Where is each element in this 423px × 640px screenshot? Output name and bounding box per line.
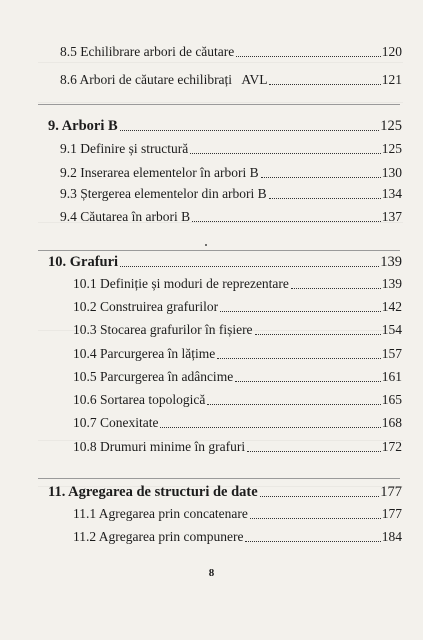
toc-entry-label: 9.2 Inserarea elementelor în arbori B <box>60 165 259 180</box>
toc-entry-label: 9.1 Definire și structură <box>60 141 189 156</box>
toc-entry <box>60 141 402 157</box>
section-divider <box>38 250 400 251</box>
toc-chapter-page: 177 <box>380 484 402 500</box>
toc-entry-page: 134 <box>381 186 402 201</box>
toc-entry-label: 8.6 Arbori de căutare echilibrați AVL <box>60 72 268 87</box>
toc-leader-dots <box>190 153 381 154</box>
toc-entry-label: 10.3 Stocarea grafurilor în fișiere <box>73 322 253 337</box>
print-speck <box>205 244 207 246</box>
toc-entry <box>73 392 402 408</box>
toc-entry-page: 142 <box>381 299 402 314</box>
toc-entry-label: 9.3 Ștergerea elementelor din arbori B <box>60 186 267 201</box>
toc-entry <box>73 439 402 455</box>
toc-leader-dots <box>260 496 380 497</box>
toc-entry <box>73 299 402 315</box>
toc-entry <box>60 186 402 202</box>
toc-entry <box>73 276 402 292</box>
toc-entry-label: 11.2 Agregarea prin compunere <box>73 529 244 544</box>
toc-leader-dots <box>255 334 381 335</box>
toc-entry <box>60 209 402 225</box>
toc-entry <box>73 346 402 362</box>
toc-chapter-label: 9. Arbori B <box>48 118 118 134</box>
toc-chapter-label: 10. Grafuri <box>48 254 119 270</box>
toc-entry-label: 9.4 Căutarea în arbori B <box>60 209 191 224</box>
toc-entry-label: 10.6 Sortarea topologică <box>73 392 206 407</box>
toc-entry-page: 120 <box>381 44 402 59</box>
toc-leader-dots <box>217 358 381 359</box>
toc-entry-label: 11.1 Agregarea prin concatenare <box>73 506 248 521</box>
toc-chapter-10 <box>48 254 402 270</box>
toc-entry-page: 165 <box>381 392 402 407</box>
toc-entry <box>73 529 402 545</box>
toc-leader-dots <box>207 404 380 405</box>
toc-entry-page: 184 <box>381 529 402 544</box>
toc-leader-dots <box>192 221 381 222</box>
toc-entry-label: 10.7 Conexitate <box>73 415 159 430</box>
toc-leader-dots <box>245 541 380 542</box>
toc-entry-page: 137 <box>381 209 402 224</box>
toc-leader-dots <box>120 130 380 131</box>
section-divider <box>38 478 400 479</box>
toc-entry <box>73 415 402 431</box>
toc-chapter-page: 139 <box>380 254 402 270</box>
toc-leader-dots <box>247 451 381 452</box>
toc-entry <box>60 44 402 60</box>
toc-entry <box>73 369 402 385</box>
section-divider <box>38 104 400 105</box>
toc-entry-page: 172 <box>381 439 402 454</box>
toc-chapter-9 <box>48 118 402 134</box>
toc-entry-label: 10.1 Definiție și moduri de reprezentare <box>73 276 289 291</box>
toc-entry-label: 10.8 Drumuri minime în grafuri <box>73 439 246 454</box>
toc-entry-page: 161 <box>381 369 402 384</box>
toc-entry-label: 10.4 Parcurgerea în lățime <box>73 346 216 361</box>
toc-leader-dots <box>160 427 380 428</box>
toc-entry-page: 139 <box>381 276 402 291</box>
toc-entry-label: 8.5 Echilibrare arbori de căutare <box>60 44 235 59</box>
toc-entry <box>73 506 402 522</box>
toc-chapter-11 <box>48 484 402 500</box>
toc-leader-dots <box>236 56 380 57</box>
toc-entry-page: 121 <box>381 72 402 87</box>
toc-entry-page: 157 <box>381 346 402 361</box>
toc-entry-label: 10.2 Construirea grafurilor <box>73 299 219 314</box>
toc-entry-page: 168 <box>381 415 402 430</box>
toc-entry-label: 10.5 Parcurgerea în adâncime <box>73 369 234 384</box>
toc-entry <box>73 322 402 338</box>
toc-entry <box>60 165 402 181</box>
toc-entry-page: 177 <box>381 506 402 521</box>
toc-chapter-label: 11. Agregarea de structuri de date <box>48 484 258 500</box>
toc-leader-dots <box>250 518 381 519</box>
toc-leader-dots <box>261 177 381 178</box>
toc-entry <box>60 72 402 88</box>
toc-entry-page: 130 <box>381 165 402 180</box>
toc-leader-dots <box>120 266 379 267</box>
toc-leader-dots <box>291 288 381 289</box>
toc-entry-page: 125 <box>381 141 402 156</box>
toc-leader-dots <box>269 198 381 199</box>
toc-leader-dots <box>269 84 380 85</box>
page-number: 8 <box>208 567 215 579</box>
toc-leader-dots <box>235 381 381 382</box>
toc-leader-dots <box>220 311 381 312</box>
toc-entry-page: 154 <box>381 322 402 337</box>
toc-chapter-page: 125 <box>380 118 402 134</box>
